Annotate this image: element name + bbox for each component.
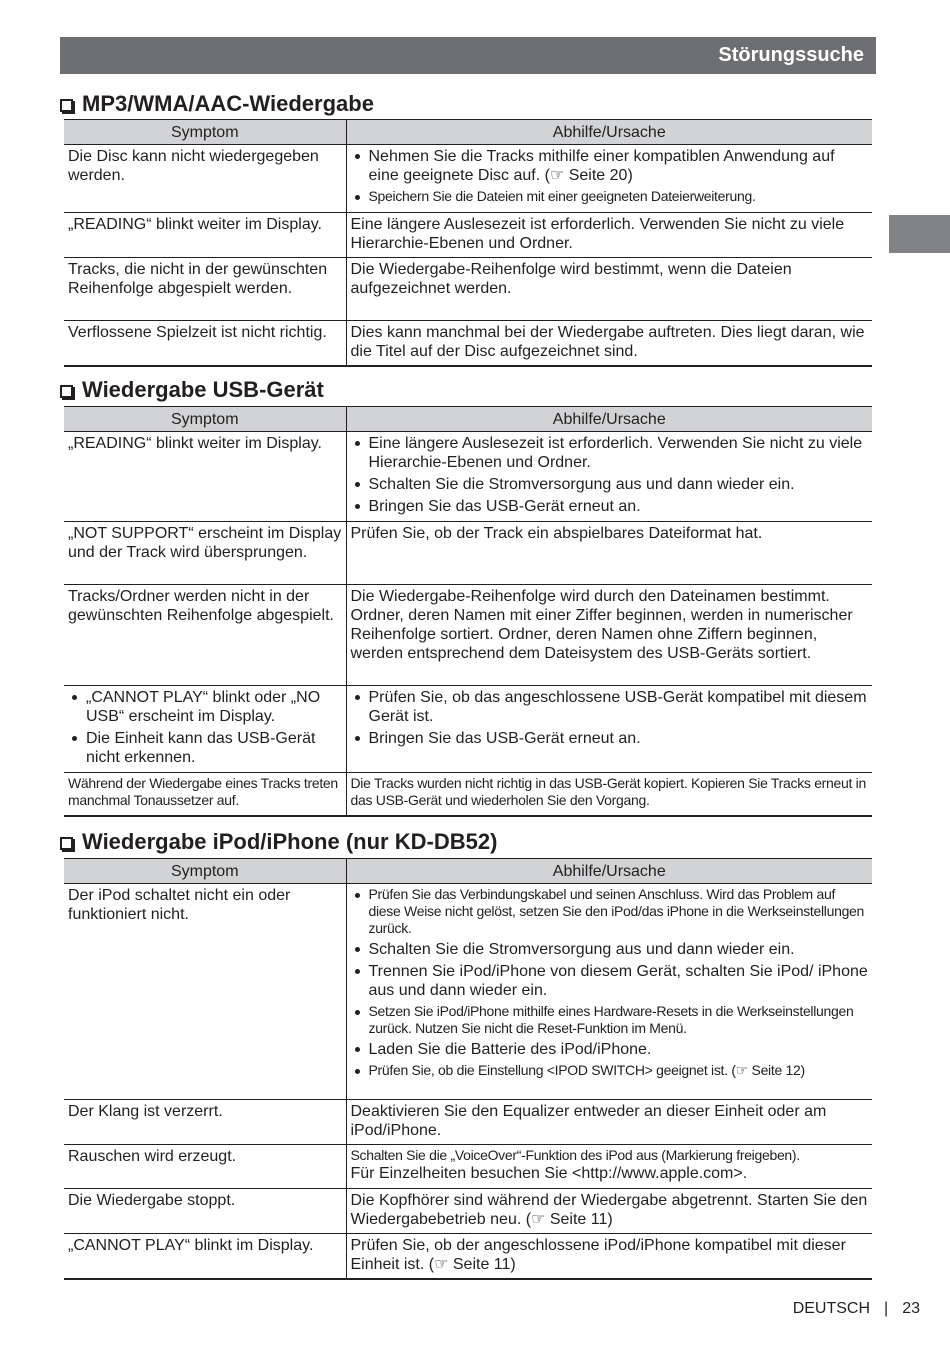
symptom-item: „CANNOT PLAY“ blinkt oder „NO USB“ erscheint im Display. xyxy=(68,688,342,726)
remedy-list xyxy=(351,434,869,516)
table-row xyxy=(64,321,872,367)
remedy-item: Laden Sie die Batterie des iPod/iPhone. xyxy=(351,1040,869,1059)
remedy-item: Setzen Sie iPod/iPhone mithilfe eines Hardware-Resets in die Werkseinstellungen zurück. Nutzen Sie nicht die Reset-Funktion im Menü. xyxy=(351,1003,869,1037)
section-title-ipod xyxy=(60,829,497,855)
remedy-item: Speichern Sie die Dateien mit einer geeigneten Dateierweiterung. xyxy=(351,188,869,205)
remedy-item: Prüfen Sie das Verbindungskabel und seinen Anschluss. Wird das Problem auf diese Weise nicht gelöst, setzen Sie den iPod/das iPhone in die Werkseinstellungen zurück. xyxy=(351,886,869,937)
column-header-remedy: Abhilfe/Ursache xyxy=(346,407,872,432)
column-header-remedy: Abhilfe/Ursache xyxy=(346,120,872,145)
remedy-cell: Prüfen Sie, ob der Track ein abspielbares Dateiformat hat. xyxy=(346,522,872,585)
symptom-cell xyxy=(64,686,346,773)
section-title-mp3 xyxy=(60,91,374,117)
symptom-cell: Rauschen wird erzeugt. xyxy=(64,1145,346,1189)
symptom-cell: Die Disc kann nicht wiedergegeben werden. xyxy=(64,145,346,213)
remedy-list xyxy=(351,886,869,1079)
remedy-item: Trennen Sie iPod/iPhone von diesem Gerät, schalten Sie iPod/ iPhone aus und dann wieder ein. xyxy=(351,962,869,1000)
page-header-bar xyxy=(60,37,876,74)
remedy-cell xyxy=(346,432,872,522)
symptom-cell: Tracks/Ordner werden nicht in der gewünschten Reihenfolge abgespielt. xyxy=(64,585,346,686)
symptom-cell: Verflossene Spielzeit ist nicht richtig. xyxy=(64,321,346,367)
footer-language: DEUTSCH xyxy=(792,1300,871,1317)
table-header-row xyxy=(64,859,872,884)
symptom-cell: „READING“ blinkt weiter im Display. xyxy=(64,432,346,522)
symptom-cell: Tracks, die nicht in der gewünschten Reihenfolge abgespielt werden. xyxy=(64,258,346,321)
table-row xyxy=(64,522,872,585)
remedy-cell xyxy=(346,1145,872,1189)
table-header-row xyxy=(64,407,872,432)
section-title-text: MP3/WMA/AAC-Wiedergabe xyxy=(82,91,374,116)
section-square-icon xyxy=(60,99,73,112)
remedy-item: Schalten Sie die Stromversorgung aus und dann wieder ein. xyxy=(351,475,869,494)
remedy-cell: Die Kopfhörer sind während der Wiedergabe abgetrennt. Starten Sie den Wiedergabebetrieb neu. (☞ Seite 11) xyxy=(346,1189,872,1234)
remedy-cell: Deaktivieren Sie den Equalizer entweder an dieser Einheit oder am iPod/iPhone. xyxy=(346,1100,872,1145)
page-number: 23 xyxy=(902,1300,920,1317)
table-row xyxy=(64,585,872,686)
column-header-symptom: Symptom xyxy=(64,859,346,884)
remedy-item: Schalten Sie die Stromversorgung aus und dann wieder ein. xyxy=(351,940,869,959)
remedy-item: Nehmen Sie die Tracks mithilfe einer kompatiblen Anwendung auf eine geeignete Disc auf. (☞ Seite 20) xyxy=(351,147,869,185)
table-row xyxy=(64,773,872,816)
table-row xyxy=(64,686,872,773)
remedy-cell: Die Tracks wurden nicht richtig in das USB-Gerät kopiert. Kopieren Sie Tracks erneut in das USB-Gerät und wiederholen Sie den Vorgang. xyxy=(346,773,872,816)
remedy-item: Prüfen Sie, ob das angeschlossene USB-Gerät kompatibel mit diesem Gerät ist. xyxy=(351,688,869,726)
remedy-cell: Eine längere Auslesezeit ist erforderlich. Verwenden Sie nicht zu viele Hierarchie-Ebenen und Ordner. xyxy=(346,213,872,258)
column-header-symptom: Symptom xyxy=(64,407,346,432)
symptom-cell: Während der Wiedergabe eines Tracks treten manchmal Tonaussetzer auf. xyxy=(64,773,346,816)
section-title-text: Wiedergabe USB-Gerät xyxy=(82,377,324,402)
symptom-cell: „READING“ blinkt weiter im Display. xyxy=(64,213,346,258)
remedy-item: Bringen Sie das USB-Gerät erneut an. xyxy=(351,729,869,748)
table-row xyxy=(64,1189,872,1234)
remedy-cell: Die Wiedergabe-Reihenfolge wird durch den Dateinamen bestimmt. Ordner, deren Namen mit einer Ziffer beginnen, werden in numerischer Reihenfolge sortiert. Ordner, deren Namen ohne Ziffern beginnen, werden entsprechend dem Dateisystem des USB-Geräts sortiert. xyxy=(346,585,872,686)
table-row xyxy=(64,213,872,258)
remedy-item: Prüfen Sie, ob die Einstellung <IPOD SWITCH> geeignet ist. (☞ Seite 12) xyxy=(351,1062,869,1079)
page-footer xyxy=(793,1300,920,1318)
remedy-cell: Dies kann manchmal bei der Wiedergabe auftreten. Dies liegt daran, wie die Titel auf der Disc aufgezeichnet sind. xyxy=(346,321,872,367)
remedy-cell xyxy=(346,145,872,213)
table-header-row xyxy=(64,120,872,145)
remedy-list xyxy=(351,147,869,205)
section-thumb-tab xyxy=(889,215,950,253)
footer-separator: | xyxy=(884,1300,889,1317)
table-usb xyxy=(64,406,872,817)
section-square-icon xyxy=(60,385,73,398)
remedy-list xyxy=(351,688,869,748)
table-row xyxy=(64,1145,872,1189)
symptom-cell: „NOT SUPPORT“ erscheint im Display und der Track wird übersprungen. xyxy=(64,522,346,585)
column-header-symptom: Symptom xyxy=(64,120,346,145)
table-row xyxy=(64,145,872,213)
section-title-usb xyxy=(60,377,324,403)
remedy-line: Schalten Sie die „VoiceOver“-Funktion des iPod aus (Markierung freigeben). xyxy=(350,1147,800,1163)
remedy-item: Eine längere Auslesezeit ist erforderlich. Verwenden Sie nicht zu viele Hierarchie-Ebenen und Ordner. xyxy=(351,434,869,472)
table-row xyxy=(64,432,872,522)
table-ipod xyxy=(64,858,872,1280)
symptom-item: Die Einheit kann das USB-Gerät nicht erkennen. xyxy=(68,729,342,767)
table-row xyxy=(64,258,872,321)
remedy-cell xyxy=(346,884,872,1100)
symptom-cell: Der iPod schaltet nicht ein oder funktioniert nicht. xyxy=(64,884,346,1100)
table-row xyxy=(64,1234,872,1280)
symptom-cell: Die Wiedergabe stoppt. xyxy=(64,1189,346,1234)
remedy-cell xyxy=(346,686,872,773)
remedy-cell: Die Wiedergabe-Reihenfolge wird bestimmt, wenn die Dateien aufgezeichnet werden. xyxy=(346,258,872,321)
section-title-text: Wiedergabe iPod/iPhone (nur KD-DB52) xyxy=(82,829,498,854)
table-mp3 xyxy=(64,119,872,367)
remedy-line: Für Einzelheiten besuchen Sie <http://www.apple.com>. xyxy=(350,1165,748,1182)
table-row xyxy=(64,884,872,1100)
column-header-remedy: Abhilfe/Ursache xyxy=(346,859,872,884)
symptom-cell: „CANNOT PLAY“ blinkt im Display. xyxy=(64,1234,346,1280)
section-square-icon xyxy=(60,837,73,850)
symptom-list xyxy=(68,688,342,767)
remedy-item: Bringen Sie das USB-Gerät erneut an. xyxy=(351,497,869,516)
page-header-title: Störungssuche xyxy=(718,44,864,66)
symptom-cell: Der Klang ist verzerrt. xyxy=(64,1100,346,1145)
table-row xyxy=(64,1100,872,1145)
remedy-cell: Prüfen Sie, ob der angeschlossene iPod/iPhone kompatibel mit dieser Einheit ist. (☞ Seite 11) xyxy=(346,1234,872,1280)
